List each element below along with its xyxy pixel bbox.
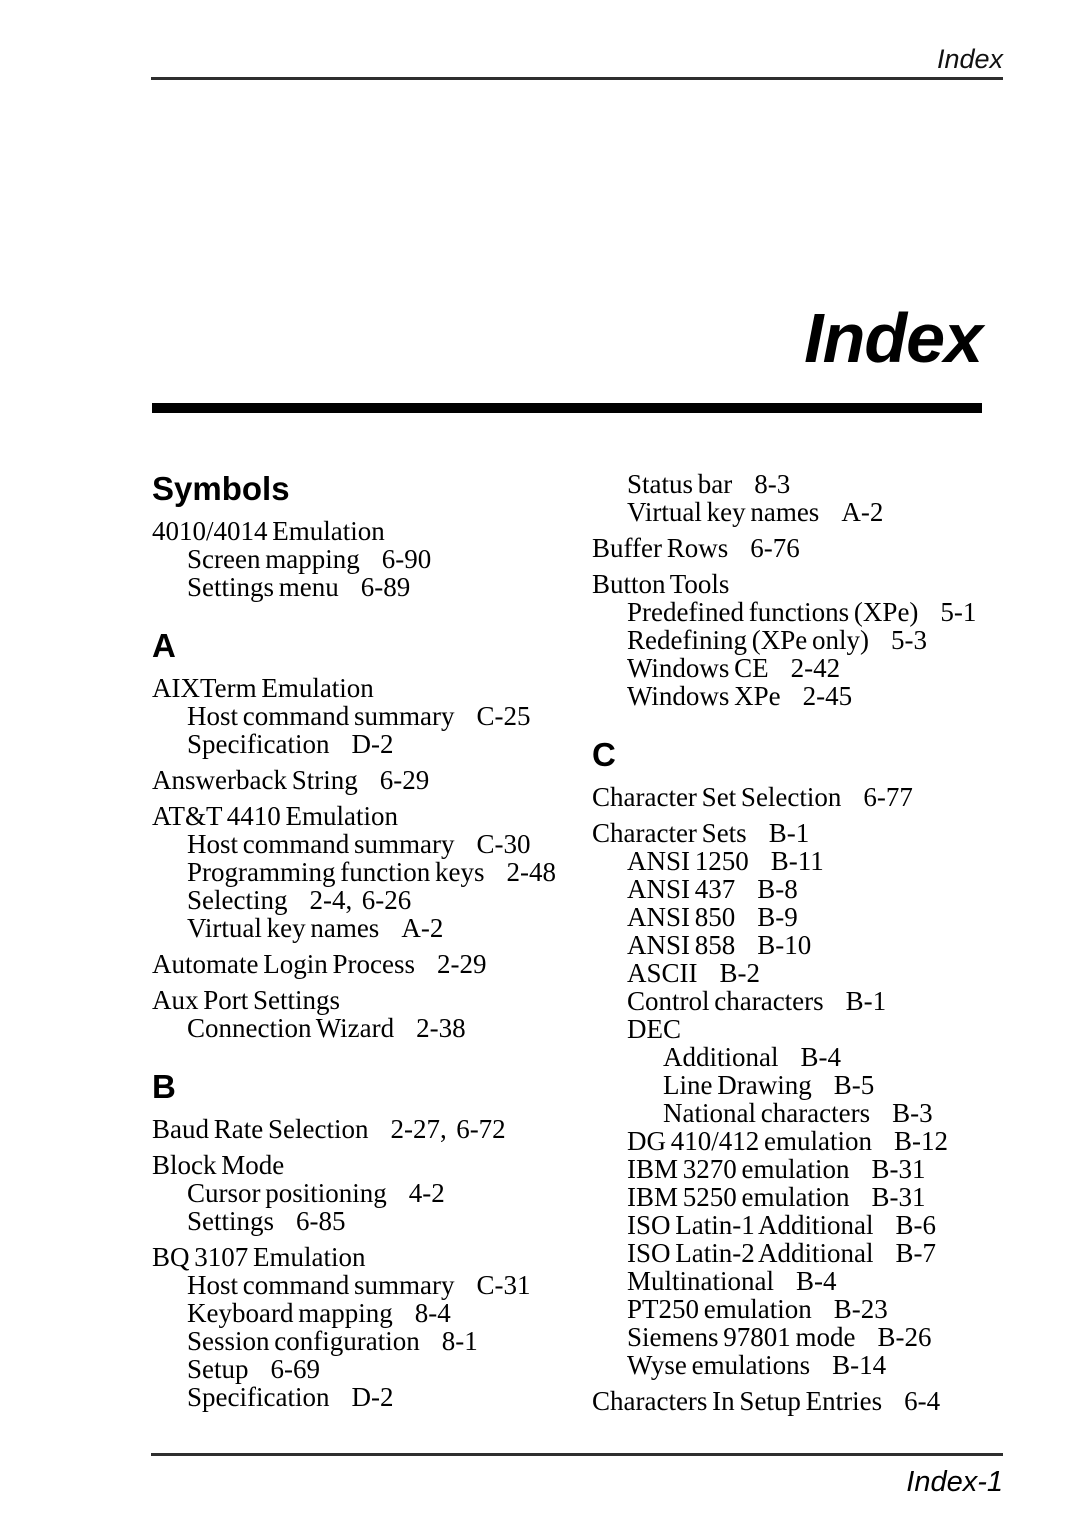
index-entry-text: ASCII bbox=[627, 958, 698, 988]
index-entry-text: DG 410/412 emulation bbox=[627, 1126, 872, 1156]
index-entry-page-ref: B-9 bbox=[757, 902, 798, 932]
index-entry bbox=[152, 1115, 592, 1143]
index-entry-page-ref: A-2 bbox=[401, 913, 444, 943]
index-entry-page-ref: 5-1 bbox=[940, 597, 977, 627]
index-entry bbox=[592, 1015, 1003, 1043]
index-entry-page-ref: 2-27, 6-72 bbox=[390, 1114, 506, 1144]
index-entry-text: Cursor positioning bbox=[187, 1178, 387, 1208]
index-entry bbox=[592, 931, 1003, 959]
index-entry-text: Keyboard mapping bbox=[187, 1298, 393, 1328]
page-title: Index bbox=[804, 299, 982, 377]
index-entry-text: Baud Rate Selection bbox=[152, 1114, 369, 1144]
index-entry-text: Button Tools bbox=[592, 569, 730, 599]
index-entry-page-ref: 4-2 bbox=[408, 1178, 445, 1208]
index-entry bbox=[592, 903, 1003, 931]
index-entry bbox=[592, 570, 1003, 598]
index-entry-text: AIXTerm Emulation bbox=[152, 673, 374, 703]
index-entry-text: IBM 3270 emulation bbox=[627, 1154, 850, 1184]
index-entry-page-ref: 2-45 bbox=[802, 681, 853, 711]
index-entry-text: 4010/4014 Emulation bbox=[152, 516, 385, 546]
index-entry bbox=[592, 987, 1003, 1015]
index-entry bbox=[592, 1127, 1003, 1155]
index-entry-page-ref: D-2 bbox=[351, 1382, 394, 1412]
index-entry-text: Virtual key names bbox=[187, 913, 380, 943]
index-entry-page-ref: B-6 bbox=[895, 1210, 936, 1240]
index-entry-text: Programming function keys bbox=[187, 857, 485, 887]
index-entry-text: ISO Latin-2 Additional bbox=[627, 1238, 874, 1268]
index-entry-text: ANSI 437 bbox=[627, 874, 736, 904]
index-entry bbox=[592, 1183, 1003, 1211]
index-entry-text: Siemens 97801 mode bbox=[627, 1322, 856, 1352]
index-entry-page-ref: B-12 bbox=[893, 1126, 948, 1156]
index-entry-page-ref: B-3 bbox=[892, 1098, 933, 1128]
index-entry bbox=[152, 830, 592, 858]
index-entry-text: Setup bbox=[187, 1354, 249, 1384]
index-entry bbox=[152, 730, 592, 758]
index-entry-text: Status bar bbox=[627, 469, 733, 499]
index-entry-page-ref: 6-69 bbox=[270, 1354, 321, 1384]
index-entry bbox=[152, 986, 592, 1014]
index-section-heading: A bbox=[152, 627, 176, 664]
index-entry bbox=[152, 1014, 592, 1042]
index-entry bbox=[152, 1271, 592, 1299]
index-entry bbox=[152, 1243, 592, 1271]
index-entry bbox=[592, 1239, 1003, 1267]
index-entry-text: ANSI 1250 bbox=[627, 846, 749, 876]
index-entry-page-ref: C-30 bbox=[476, 829, 531, 859]
index-entry-text: Character Sets bbox=[592, 818, 747, 848]
title-rule bbox=[152, 403, 982, 413]
index-entry-text: Predefined functions (XPe) bbox=[627, 597, 919, 627]
index-entry bbox=[592, 1211, 1003, 1239]
index-entry bbox=[592, 498, 1003, 526]
index-entry bbox=[592, 1155, 1003, 1183]
index-entry-page-ref: 6-29 bbox=[379, 765, 430, 795]
footer-rule bbox=[151, 1453, 1003, 1456]
index-entry-page-ref: C-25 bbox=[476, 701, 531, 731]
index-section-heading: B bbox=[152, 1068, 176, 1105]
index-entry bbox=[592, 1351, 1003, 1379]
index-entry-page-ref: A-2 bbox=[841, 497, 884, 527]
index-entry-text: Specification bbox=[187, 729, 330, 759]
index-entry-page-ref: 2-42 bbox=[790, 653, 841, 683]
index-entry-page-ref: B-5 bbox=[833, 1070, 875, 1100]
index-entry bbox=[152, 1355, 592, 1383]
index-entry-page-ref: D-2 bbox=[351, 729, 394, 759]
index-entry bbox=[152, 886, 592, 914]
header-rule bbox=[151, 77, 1003, 80]
index-entry-text: Aux Port Settings bbox=[152, 985, 341, 1015]
index-section-heading: Symbols bbox=[152, 470, 290, 507]
index-entry bbox=[592, 847, 1003, 875]
index-entry-text: Host command summary bbox=[187, 701, 455, 731]
index-entry-page-ref: B-23 bbox=[833, 1294, 888, 1324]
index-entry-text: ISO Latin-1 Additional bbox=[627, 1210, 874, 1240]
index-entry bbox=[592, 1267, 1003, 1295]
index-entry bbox=[592, 819, 1003, 847]
index-entry-page-ref: B-14 bbox=[832, 1350, 887, 1380]
index-entry bbox=[592, 783, 1003, 811]
index-entry bbox=[592, 1099, 1003, 1127]
index-entry-page-ref: B-1 bbox=[845, 986, 887, 1016]
index-entry bbox=[592, 626, 1003, 654]
index-entry-text: DEC bbox=[627, 1014, 681, 1044]
page-number: Index-1 bbox=[906, 1466, 1003, 1498]
index-entry-page-ref: B-1 bbox=[768, 818, 810, 848]
index-entry-page-ref: B-31 bbox=[871, 1182, 926, 1212]
index-entry-page-ref: B-10 bbox=[757, 930, 812, 960]
index-entry bbox=[152, 674, 592, 702]
index-entry-text: ANSI 850 bbox=[627, 902, 736, 932]
index-entry bbox=[592, 470, 1003, 498]
index-entry bbox=[592, 534, 1003, 562]
index-entry-page-ref: B-8 bbox=[757, 874, 798, 904]
index-entry-text: Wyse emulations bbox=[627, 1350, 811, 1380]
index-entry-text: AT&T 4410 Emulation bbox=[152, 801, 398, 831]
index-entry-page-ref: 8-4 bbox=[414, 1298, 451, 1328]
index-section-heading: C bbox=[592, 736, 616, 773]
index-entry-page-ref: B-31 bbox=[871, 1154, 926, 1184]
index-entry-text: Line Drawing bbox=[663, 1070, 812, 1100]
index-entry-page-ref: 6-77 bbox=[863, 782, 913, 812]
index-entry-page-ref: 2-48 bbox=[506, 857, 556, 887]
index-entry-text: PT250 emulation bbox=[627, 1294, 812, 1324]
index-entry bbox=[152, 1383, 592, 1411]
index-entry bbox=[152, 1179, 592, 1207]
index-entry-text: BQ 3107 Emulation bbox=[152, 1242, 366, 1272]
index-entry-text: Session configuration bbox=[187, 1326, 420, 1356]
index-entry-text: Connection Wizard bbox=[187, 1013, 395, 1043]
index-entry bbox=[592, 1323, 1003, 1351]
index-entry bbox=[152, 702, 592, 730]
index-entry-page-ref: B-11 bbox=[770, 846, 824, 876]
index-entry bbox=[592, 682, 1003, 710]
index-entry-text: Virtual key names bbox=[627, 497, 820, 527]
index-entry-page-ref: B-7 bbox=[895, 1238, 936, 1268]
index-entry-text: Automate Login Process bbox=[152, 949, 415, 979]
index-entry-text: Block Mode bbox=[152, 1150, 285, 1180]
running-header: Index bbox=[936, 44, 1003, 74]
index-entry-text: Multinational bbox=[627, 1266, 774, 1296]
index-entry-page-ref: 6-90 bbox=[381, 544, 432, 574]
index-entry-page-ref: 2-38 bbox=[416, 1013, 466, 1043]
index-entry-text: Windows XPe bbox=[627, 681, 781, 711]
index-entry bbox=[152, 1151, 592, 1179]
index-entry-page-ref: 8-1 bbox=[441, 1326, 478, 1356]
index-entry-page-ref: 6-76 bbox=[750, 533, 800, 563]
index-entry-page-ref: 2-29 bbox=[436, 949, 487, 979]
index-entry-text: Answerback String bbox=[152, 765, 358, 795]
index-entry-text: ANSI 858 bbox=[627, 930, 736, 960]
index-entry-text: IBM 5250 emulation bbox=[627, 1182, 850, 1212]
index-entry-page-ref: 5-3 bbox=[890, 625, 927, 655]
index-entry-text: Redefining (XPe only) bbox=[627, 625, 869, 655]
index-entry bbox=[592, 598, 1003, 626]
index-entry bbox=[592, 1295, 1003, 1323]
index-entry-text: Screen mapping bbox=[187, 544, 360, 574]
index-entry-page-ref: B-4 bbox=[800, 1042, 841, 1072]
index-entry-page-ref: 8-3 bbox=[754, 469, 791, 499]
index-column-left bbox=[152, 470, 592, 1411]
index-entry-text: Characters In Setup Entries bbox=[592, 1386, 883, 1416]
index-entry bbox=[152, 914, 592, 942]
index-entry-page-ref: B-4 bbox=[795, 1266, 837, 1296]
index-entry-page-ref: B-2 bbox=[719, 958, 761, 988]
index-entry-text: Host command summary bbox=[187, 1270, 455, 1300]
index-entry-text: Windows CE bbox=[627, 653, 769, 683]
index-column-right bbox=[592, 470, 1003, 1415]
index-entry-page-ref: B-26 bbox=[877, 1322, 932, 1352]
index-entry bbox=[152, 517, 592, 545]
index-entry bbox=[152, 802, 592, 830]
index-entry bbox=[592, 959, 1003, 987]
index-entry-text: Settings bbox=[187, 1206, 275, 1236]
index-entry bbox=[592, 875, 1003, 903]
index-entry-text: Specification bbox=[187, 1382, 330, 1412]
index-entry bbox=[152, 573, 592, 601]
index-entry-text: Host command summary bbox=[187, 829, 455, 859]
index-entry bbox=[592, 1043, 1003, 1071]
index-entry-page-ref: C-31 bbox=[476, 1270, 531, 1300]
index-entry-text: Additional bbox=[663, 1042, 779, 1072]
index-entry-page-ref: 6-85 bbox=[296, 1206, 346, 1236]
index-columns bbox=[152, 470, 1003, 1415]
index-entry-page-ref: 6-4 bbox=[904, 1386, 941, 1416]
index-entry bbox=[152, 766, 592, 794]
index-entry bbox=[152, 1327, 592, 1355]
index-entry-text: National characters bbox=[663, 1098, 871, 1128]
index-entry bbox=[152, 950, 592, 978]
index-entry-page-ref: 6-89 bbox=[360, 572, 411, 602]
index-entry bbox=[152, 545, 592, 573]
index-entry bbox=[592, 654, 1003, 682]
index-entry bbox=[152, 1207, 592, 1235]
index-entry-text: Buffer Rows bbox=[592, 533, 729, 563]
index-entry-text: Selecting bbox=[187, 885, 288, 915]
index-entry-text: Settings menu bbox=[187, 572, 339, 602]
index-entry bbox=[592, 1071, 1003, 1099]
index-entry-page-ref: 2-4, 6-26 bbox=[309, 885, 412, 915]
index-entry bbox=[152, 1299, 592, 1327]
index-entry bbox=[592, 1387, 1003, 1415]
index-entry bbox=[152, 858, 592, 886]
index-entry-text: Control characters bbox=[627, 986, 824, 1016]
index-entry-text: Character Set Selection bbox=[592, 782, 842, 812]
